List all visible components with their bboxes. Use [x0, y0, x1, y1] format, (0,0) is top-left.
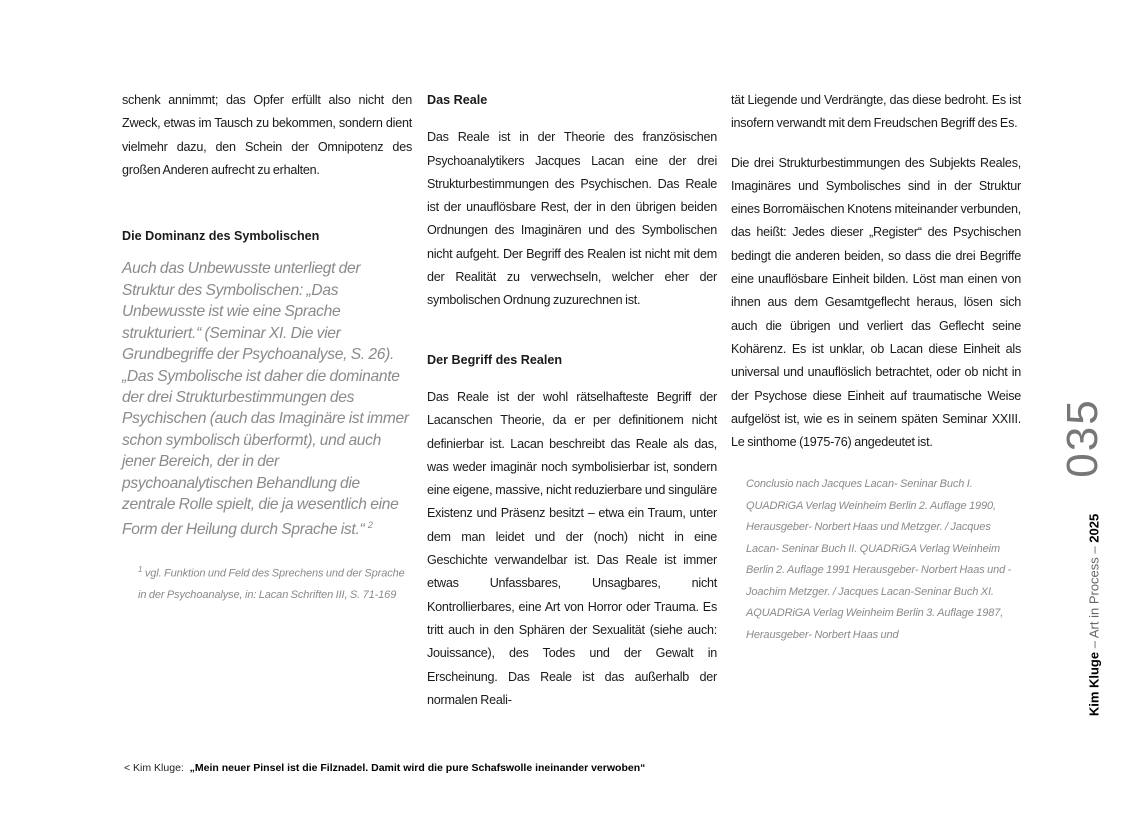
image-caption	[124, 762, 645, 774]
footnote-text: vgl. Funktion und Feld des Sprechens und der Sprache in der Psychoanalyse, in: Lacan Schriften III, S. 71-169	[138, 567, 405, 602]
separator: –	[1086, 542, 1102, 558]
caption-text: „Mein neuer Pinsel ist die Filznadel. Damit wird die pure Schafswolle ineinander verwoben“	[189, 762, 646, 774]
quote-text: „Das Symbolische ist daher die dominante der drei Strukturbestimmungen des Psychischen (auch das Imaginäre ist immer schon symbolisch überformt), und auch jener Bereich, der in der psychoanalytischen Behandlung die zentrale Rolle spielt, die ja wesentlich eine Form der Heilung durch Sprache ist.“	[122, 367, 409, 539]
column-3	[731, 89, 1021, 646]
running-title	[1087, 514, 1102, 716]
body-paragraph: Die drei Strukturbestimmungen des Subjekts Reales, Imaginäres und Symbolisches sind in der Struktur eines Borromäischen Knotens miteinander verbunden, das heißt: Jedes dieser „Register“ des Psychischen bedingt die anderen beiden, so dass die drei Begriffe eine unauflösbare Einheit bilden. Löst man einen von ihnen aus dem Gesamtgeflecht heraus, lösen sich auch die übrigen und verliert das Geflecht seine Kohärenz. Es ist unklar, ob Lacan diese Einheit als universal und unauflöslich betrachtet, oder ob nicht in der Psychose diese Einheit auf traumatische Weise aufgelöst ist, wie es in seinem späten Seminar XXIII. Le sinthome (1975-76) angedeutet ist.	[731, 155, 1021, 450]
author-name: Kim Kluge	[1086, 651, 1102, 717]
column-1	[122, 89, 412, 607]
section-heading: Das Reale	[427, 93, 488, 107]
column-2	[427, 89, 717, 712]
body-paragraph: schenk annimmt; das Opfer erfüllt also nicht den Zweck, etwas im Tausch zu bekommen, sondern dient vielmehr dazu, den Schein der Omnipotenz des großen Anderen aufrecht zu erhalten.	[122, 93, 412, 177]
section-heading: Der Begriff des Realen	[427, 352, 563, 367]
footnote-ref: 2	[367, 520, 373, 531]
footnote-marker: 1	[138, 564, 143, 574]
caption-prefix: < Kim Kluge:	[124, 762, 184, 774]
body-paragraph: Das Reale ist der wohl rätselhafteste Begriff der Lacanschen Theorie, da er per definitionem nicht definierbar ist. Lacan beschreibt das Reale als das, was weder imaginär noch symbolisierbar ist, sondern eine eigene, massive, nicht reduzierbare und singuläre Existenz und Präsenz besitzt – etwa ein Traum, unter dem man leidet und der (noch) nicht in eine Geschichte verwandelbar ist. Das Reale ist immer etwas Unfassbares, Unsagbares, nicht Kontrollierbares, eine Art von Horror oder Trauma. Es tritt auch in den Sphären der Sexualität (siehe auch: Jouissance), des Todes und der Gewalt in Erscheinung. Das Reale ist das außerhalb der normalen Reali-	[427, 389, 717, 707]
quote-paragraph: Auch das Unbewusste unterliegt der Struktur des Symbolischen: „Das Unbewusste ist wie eine Sprache strukturiert.“ (Seminar XI. Die vier Grundbegriffe der Psychoanalyse, S. 26).	[122, 260, 395, 364]
body-paragraph: Das Reale ist in der Theorie des französischen Psychoanalytikers Jacques Lacan eine der drei Strukturbestimmungen des Psychischen. Das Reale ist der unauflösbare Rest, der in den übrigen beiden Ordnungen des Imaginären und des Symbolischen nicht aufgeht. Der Begriff des Realen ist nicht mit dem der Realität zu verwechseln, welcher eher der symbolischen Ordnung zuzurechnen ist.	[427, 130, 717, 308]
separator: –	[1086, 638, 1102, 652]
year: 2025	[1086, 513, 1102, 543]
body-paragraph: tät Liegende und Verdrängte, das diese bedroht. Es ist insofern verwandt mit dem Freudschen Begriff des Es.	[731, 93, 1021, 131]
footnote	[122, 559, 412, 607]
publication-title: Art in Process	[1086, 557, 1102, 639]
sources-note: Conclusio nach Jacques Lacan- Seninar Buch I. QUADRiGA Verlag Weinheim Berlin 2. Auflage 1990, Herausgeber- Norbert Haas und Metzger. / Jacques Lacan- Seninar Buch II. QUADRiGA Verlag Weinheim Berlin 2. Auflage 1991 Herausgeber- Norbert Haas und -Joachim Metzger. / Jacques Lacan-Seninar Buch XI. AQUADRiGA Verlag Weinheim Berlin 3. Auflage 1987, Herausgeber- Norbert Haas und	[746, 478, 1012, 641]
page-number: 035	[1058, 398, 1107, 478]
section-heading: Die Dominanz des Symbolischen	[122, 229, 320, 244]
quote-paragraph	[122, 366, 412, 541]
